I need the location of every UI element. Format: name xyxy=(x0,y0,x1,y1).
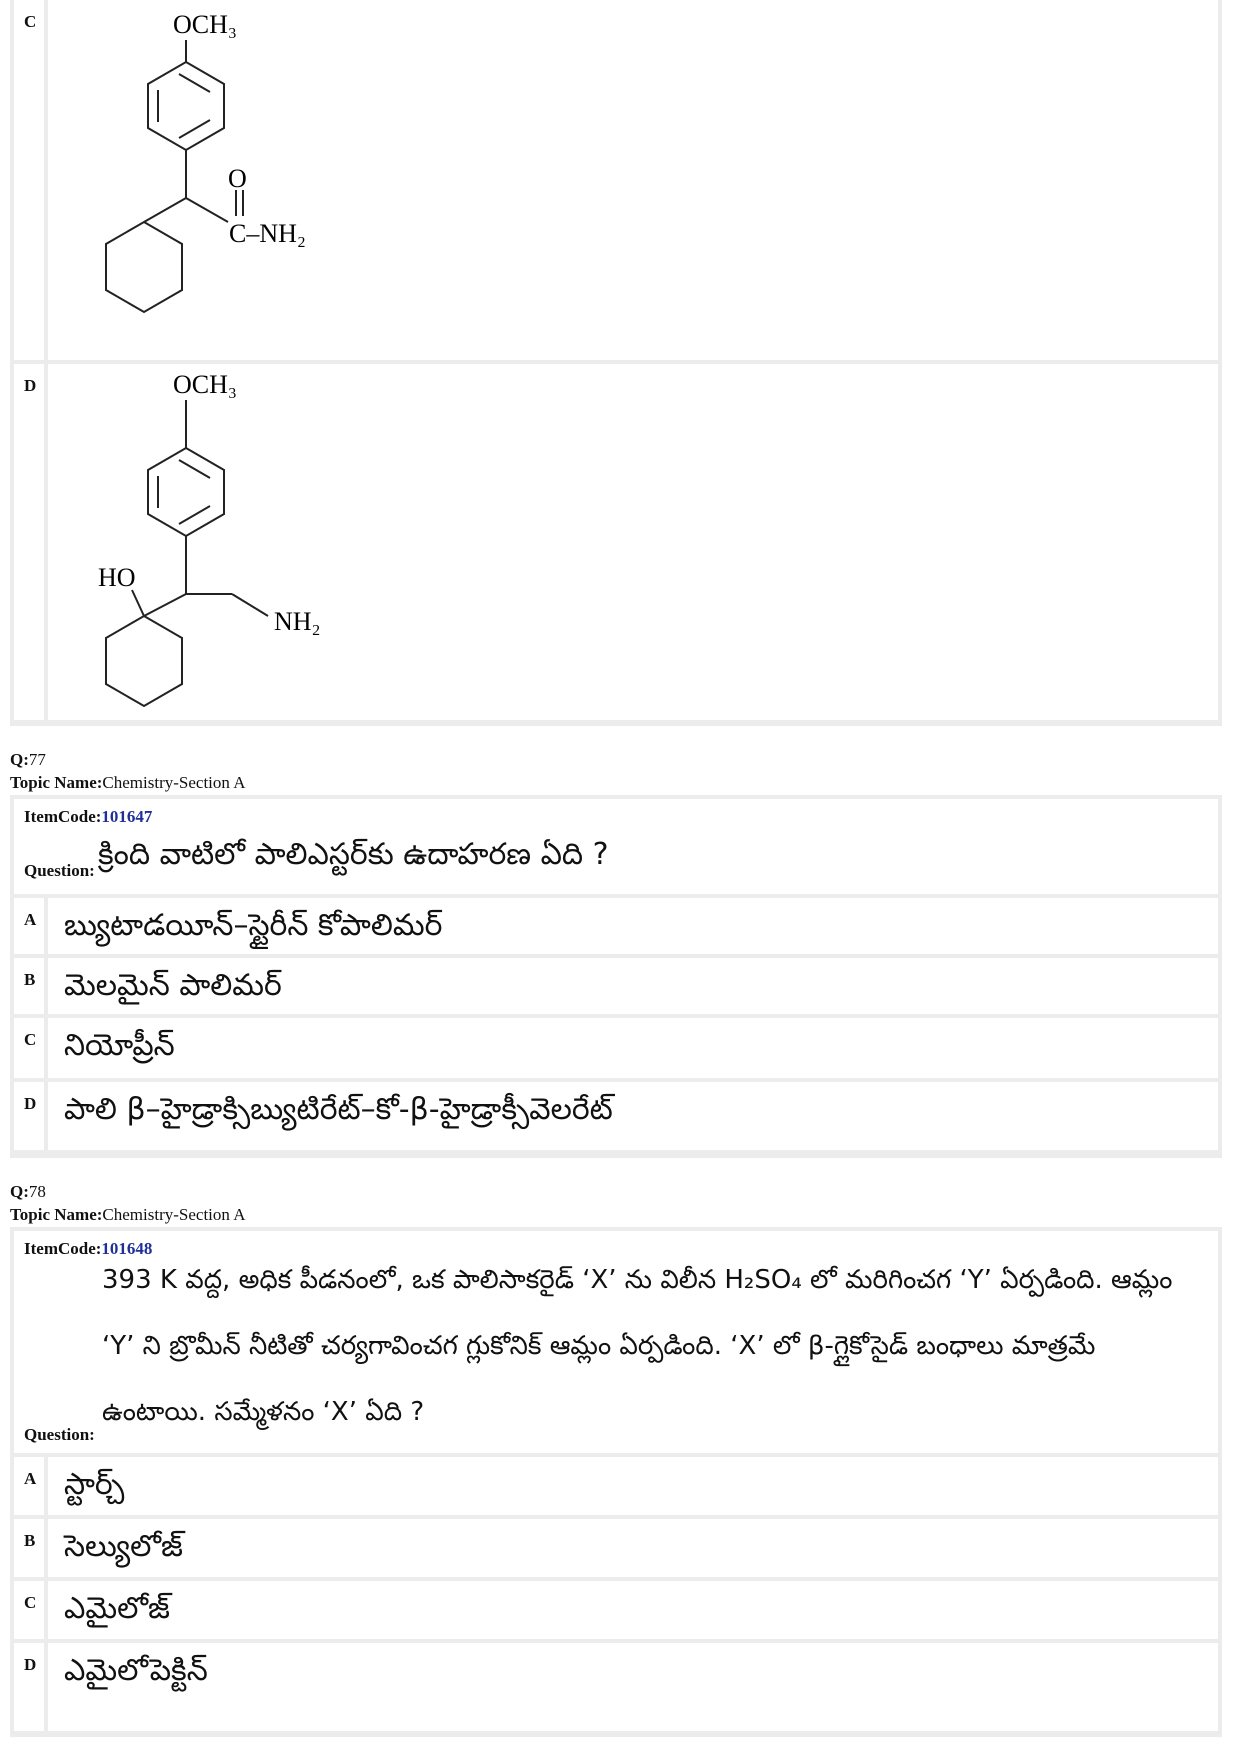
option-label: A xyxy=(24,1469,37,1488)
option-a[interactable] xyxy=(14,898,1218,954)
option-b[interactable] xyxy=(14,1519,1218,1577)
structure-c-oxygen: O xyxy=(228,164,247,193)
option-row-c[interactable] xyxy=(14,0,1218,360)
structure-d-amine: NH₂ xyxy=(274,607,321,636)
option-text: ఎమైలోపెక్టిన్ xyxy=(64,1653,208,1688)
topic-name: Topic Name:Chemistry-Section A xyxy=(10,1205,246,1224)
option-label: B xyxy=(24,970,36,989)
option-label: C xyxy=(24,1593,37,1612)
option-text: స్టార్చ్ xyxy=(64,1467,125,1502)
question-text-line-2: ‘Y’ ని బ్రొమీన్ నీటితో చర్యగావించగ గ్లుకోనిక్ ఆమ్లం ఏర్పడింది. ‘X’ లో β-గ్లైకోసైడ్ బంధాలు మాత్రమే xyxy=(102,1331,1096,1361)
structure-c-amide: C–NH₂ xyxy=(229,219,306,248)
option-label: D xyxy=(24,1655,37,1674)
structure-d-och3: OCH₃ xyxy=(173,370,237,399)
option-label: C xyxy=(24,12,37,31)
option-a[interactable] xyxy=(14,1457,1218,1515)
previous-question-options xyxy=(10,0,1222,726)
question-label: Question: xyxy=(24,1425,95,1444)
option-text: నియోప్రీన్ xyxy=(64,1028,175,1063)
option-c[interactable] xyxy=(14,1581,1218,1639)
question-78-box xyxy=(10,1227,1222,1737)
question-number: Q:78 xyxy=(10,1182,46,1201)
option-c[interactable] xyxy=(14,1018,1218,1078)
item-code: ItemCode:101647 xyxy=(24,807,153,826)
structure-d-hydroxyl: HO xyxy=(98,563,136,592)
option-text: మెలమైన్ పాలిమర్ xyxy=(64,968,282,1003)
option-label: D xyxy=(24,1094,37,1113)
option-label: C xyxy=(24,1030,37,1049)
question-row xyxy=(14,799,1218,894)
option-d[interactable] xyxy=(14,1082,1218,1150)
option-text: పాలి β–హైడ్రాక్సిబ్యుటిరేట్–కో-β-హైడ్రాక్సీవెలరేట్ xyxy=(64,1092,613,1127)
item-code: ItemCode:101648 xyxy=(24,1239,153,1258)
option-label: D xyxy=(24,376,37,395)
question-text-line-1: 393 K వద్ద, అధిక పీడనంలో, ఒక పాలిసాకరైడ్ ‘X’ ను విలీన H₂SO₄ లో మరిగించగ ‘Y’ ఏర్పడింది. ఆమ్లం xyxy=(102,1265,1173,1295)
question-text: క్రింది వాటిలో పాలిఎస్టర్‌కు ఉదాహరణ ఏది ? xyxy=(98,837,609,872)
option-row-d[interactable] xyxy=(14,364,1218,720)
option-b[interactable] xyxy=(14,958,1218,1014)
option-text: సెల్యులోజ్ xyxy=(64,1529,183,1564)
question-label: Question: xyxy=(24,861,95,880)
question-number: Q:77 xyxy=(10,750,46,769)
structure-c-image xyxy=(48,0,448,360)
topic-name: Topic Name:Chemistry-Section A xyxy=(10,773,246,792)
question-77-box xyxy=(10,795,1222,1158)
option-label: B xyxy=(24,1531,36,1550)
option-text: బ్యుటాడయీన్–స్టైరీన్ కోపాలిమర్ xyxy=(64,908,443,943)
structure-c-och3: OCH₃ xyxy=(173,10,237,39)
question-text-line-3: ఉంటాయి. సమ్మేళనం ‘X’ ఏది ? xyxy=(102,1397,425,1427)
question-row xyxy=(14,1231,1218,1453)
option-text: ఎమైలోజ్ xyxy=(64,1591,170,1626)
option-d[interactable] xyxy=(14,1643,1218,1731)
structure-d-image xyxy=(48,364,448,720)
option-label: A xyxy=(24,910,37,929)
